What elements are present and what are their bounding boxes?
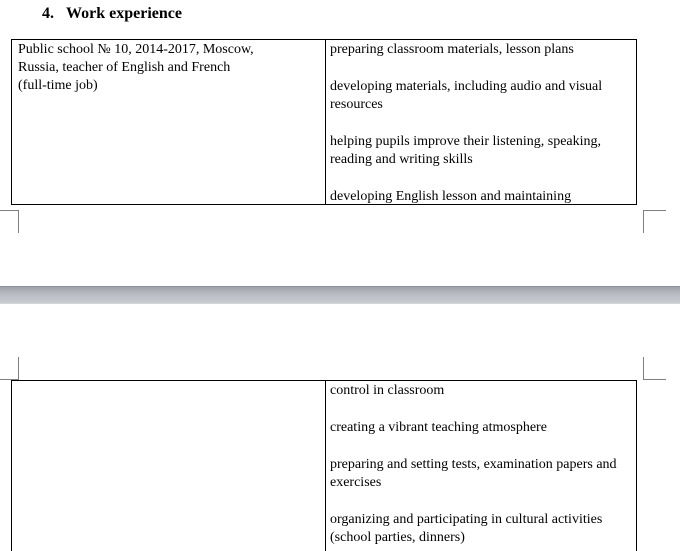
page-corner-mark [0, 357, 19, 380]
employer-line: Public school № 10, 2014-2017, Moscow, [18, 42, 254, 57]
page-corner-mark [643, 357, 666, 380]
page-corner-mark [0, 210, 19, 233]
work-experience-table [11, 39, 637, 205]
duty-item: preparing and setting tests, examination papers and exercises [330, 457, 617, 490]
duties-cell[interactable] [330, 41, 630, 205]
column-divider [325, 40, 326, 204]
section-heading [42, 5, 182, 23]
employer-line: (full-time job) [18, 78, 98, 93]
duty-item: creating a vibrant teaching atmosphere [330, 420, 547, 435]
duty-item: developing materials, including audio and visual resources [330, 79, 603, 112]
section-number: 4. [42, 5, 54, 22]
duty-item: developing English lesson and maintaining [330, 189, 572, 204]
column-divider [325, 381, 326, 551]
page-corner-mark [643, 210, 666, 233]
duties-cell[interactable] [330, 382, 630, 547]
duty-item: preparing classroom materials, lesson plans [330, 42, 574, 57]
duty-item: helping pupils improve their listening, speaking, reading and writing skills [330, 134, 602, 167]
document-page-2 [0, 304, 680, 551]
employer-line: Russia, teacher of English and French [18, 60, 231, 75]
work-experience-table-continued [11, 380, 637, 551]
employer-cell[interactable] [18, 41, 318, 95]
section-title: Work experience [66, 5, 182, 22]
duty-item: control in classroom [330, 383, 445, 398]
page-break-gap [0, 286, 680, 304]
duty-item: organizing and participating in cultural activities (school parties, dinners) [330, 512, 603, 545]
